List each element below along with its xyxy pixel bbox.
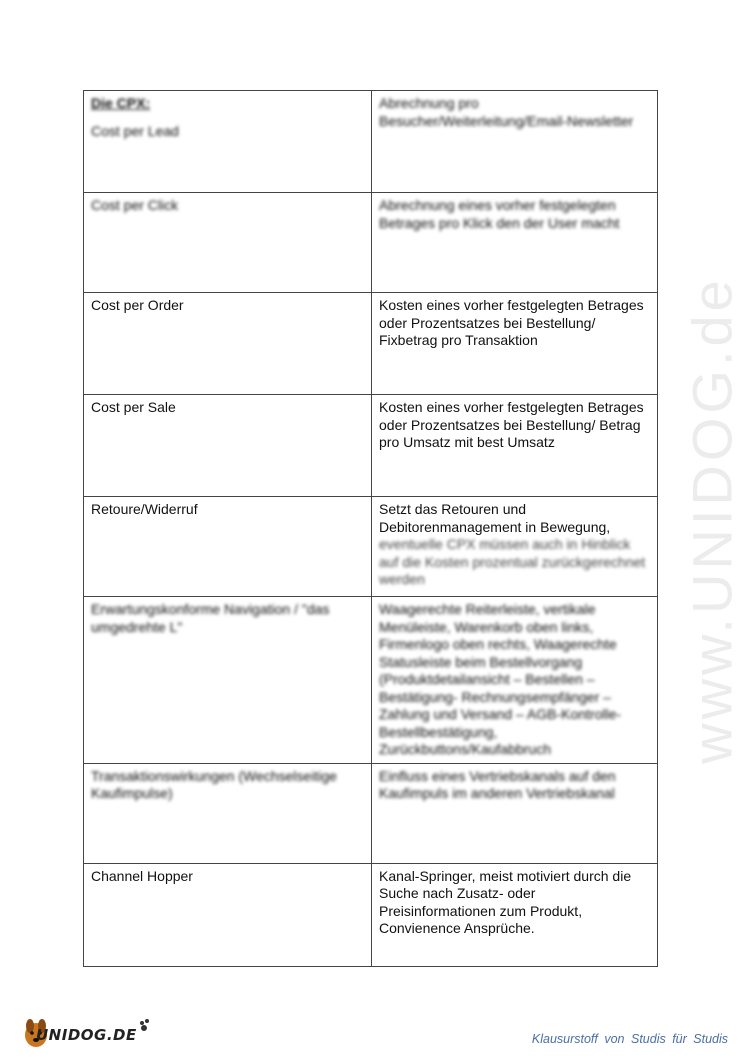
table-row: [84, 863, 658, 966]
table-row: [84, 763, 658, 863]
term-cell: Retoure/Widerruf: [84, 497, 372, 597]
table-row: [84, 293, 658, 395]
definition-cell: Kanal-Springer, meist motiviert durch die Suche nach Zusatz- oder Preisinformationen zum Produkt, Convienence Ansprüche.: [372, 863, 658, 966]
definition-cell: Kosten eines vorher festgelegten Betrages oder Prozentsatzes bei Bestellung/ Betrag pro Umsatz mit best Umsatz: [372, 395, 658, 497]
table-row: [84, 597, 658, 764]
definitions-table: [83, 90, 658, 967]
definition-cell: Abrechnung eines vorher festgelegten Betrages pro Klick den der User macht: [372, 193, 658, 293]
definition-cell: Kosten eines vorher festgelegten Betrages oder Prozentsatzes bei Bestellung/ Fixbetrag pro Transaktion: [372, 293, 658, 395]
term-cell: Cost per Sale: [84, 395, 372, 497]
definition-cell: Waagerechte Reiterleiste, vertikale Menüleiste, Warenkorb oben links, Firmenlogo oben rechts, Waagerechte Statusleiste beim Bestellvorgang (Produktdetailansicht – Bestellen – Bestätigung- Rechnungsempfänger – Zahlung und Versand – AGB-Kontrolle-Bestellbestätigung, Zurückbuttons/Kaufabbruch: [372, 597, 658, 764]
definition-text: Setzt das Retouren und Debitorenmanagement in Bewegung,: [379, 501, 611, 535]
term-cell: Channel Hopper: [84, 863, 372, 966]
term-cell: Erwartungskonforme Navigation / "das umgedrehte L": [84, 597, 372, 764]
term-cell: Transaktionswirkungen (Wechselseitige Kaufimpulse): [84, 763, 372, 863]
table-row: [84, 395, 658, 497]
definition-cell: Abrechnung pro Besucher/Weiterleitung/Email-Newsletter: [372, 91, 658, 193]
definition-cell: Einfluss eines Vertriebskanals auf den Kaufimpuls im anderen Vertriebskanal: [372, 763, 658, 863]
table-row: [84, 91, 658, 193]
footer-tagline: Klausurstoff von Studis für Studis: [531, 1032, 728, 1046]
table-row: [84, 497, 658, 597]
term-cell: [84, 91, 372, 193]
definition-cell: [372, 497, 658, 597]
term-cell: Cost per Click: [84, 193, 372, 293]
table-row: [84, 193, 658, 293]
logo-text: UNIDOG.DE: [36, 1026, 137, 1044]
watermark: www.UNIDOG.de: [680, 276, 744, 764]
term-cell: Cost per Order: [84, 293, 372, 395]
definition-text-blurred: eventuelle CPX müssen auch in Hinblick auf die Kosten prozentual zurückgerechnet werden: [379, 536, 646, 587]
section-heading: Die CPX:: [91, 95, 151, 111]
term-text: Cost per Lead: [91, 122, 179, 139]
